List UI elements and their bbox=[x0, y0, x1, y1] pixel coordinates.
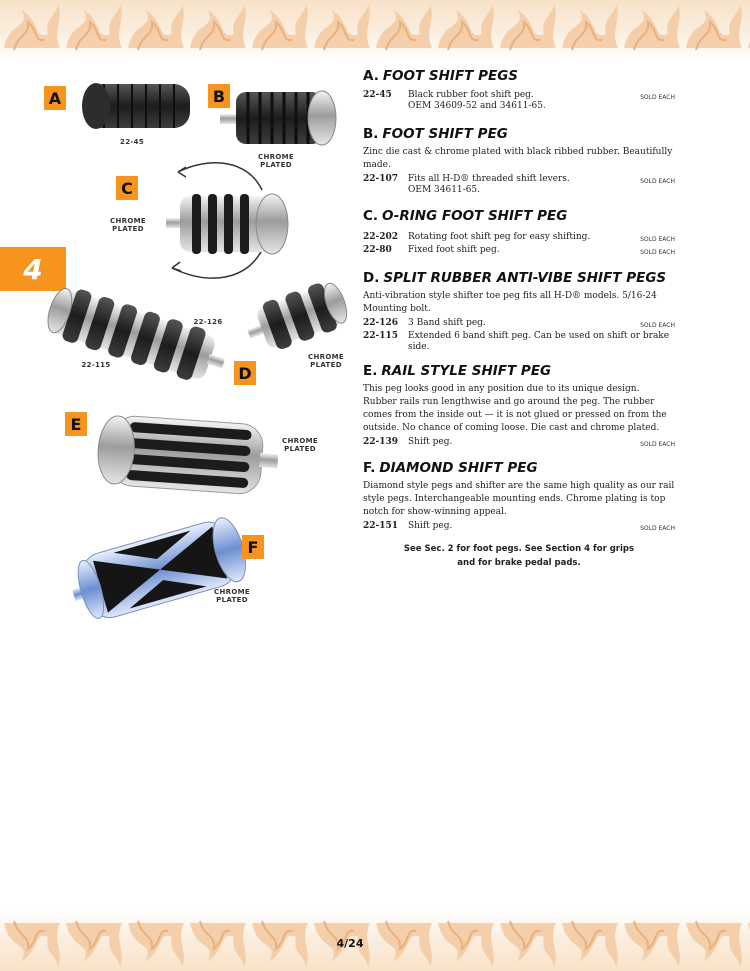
image-label-a: A bbox=[44, 86, 66, 110]
caption-chrome-plated-d: CHROME PLATED bbox=[308, 353, 344, 369]
footer-note-line1: See Sec. 2 for foot pegs. See Section 4 for grips bbox=[403, 544, 635, 554]
product-illustrations bbox=[0, 60, 360, 630]
sold-each: SOLD EACH bbox=[640, 441, 675, 448]
flame-pattern-top bbox=[0, 0, 750, 60]
section-d-letter: D. bbox=[363, 270, 380, 286]
item-row bbox=[363, 318, 675, 331]
section-c-letter: C. bbox=[363, 208, 379, 224]
part-number: 22-115 bbox=[363, 331, 399, 341]
item-row bbox=[363, 437, 675, 450]
section-a-letter: A. bbox=[363, 68, 379, 84]
section-f-heading bbox=[363, 460, 675, 476]
section-f-description: Diamond style pegs and shifter are the same high quality as our rail style pegs. Interchangeable mounting ends. Chrome plating is top notch for show-winning appeal. bbox=[363, 481, 675, 517]
peg-e-image bbox=[96, 414, 280, 496]
image-label-b: B bbox=[208, 84, 230, 108]
caption-chrome-plated-b: CHROME PLATED bbox=[258, 153, 294, 169]
section-f-title: DIAMOND SHIFT PEG bbox=[379, 460, 538, 476]
part-number: 22-151 bbox=[363, 521, 399, 531]
peg-d-long-image bbox=[42, 282, 232, 390]
section-c-heading bbox=[363, 208, 675, 224]
sold-each: SOLD EACH bbox=[640, 178, 675, 185]
item-text: Fits all H-D® threaded shift levers. OEM 34611-65. bbox=[408, 174, 570, 195]
part-number: 22-126 bbox=[363, 318, 399, 328]
section-d bbox=[363, 270, 675, 353]
section-a-heading bbox=[363, 68, 675, 84]
caption-22-115: 22-115 bbox=[81, 361, 111, 369]
item-text: Fixed foot shift peg. bbox=[408, 245, 500, 255]
section-d-heading bbox=[363, 270, 675, 286]
section-c bbox=[363, 208, 675, 258]
item-row bbox=[363, 90, 675, 112]
product-descriptions bbox=[363, 68, 675, 570]
caption-22-126: 22-126 bbox=[193, 318, 223, 326]
section-e bbox=[363, 363, 675, 450]
section-d-description: Anti-vibration style shifter toe peg fits all H-D® models. 5/16-24 Mounting bolt. bbox=[363, 291, 657, 314]
caption-chrome-plated-f: CHROME PLATED bbox=[214, 588, 250, 604]
footer-note-line2: and for brake pedal pads. bbox=[457, 558, 581, 568]
image-label-d: D bbox=[234, 361, 256, 385]
sold-each: SOLD EACH bbox=[640, 322, 675, 329]
peg-a-image bbox=[82, 83, 190, 129]
section-e-description: This peg looks good in any position due to its unique design. Rubber rails run lengthwise and go around the peg. The rubber comes from the inside out — it is not glued or pressed on from the outside. No chance of coming loose. Die cast and chrome plated. bbox=[363, 384, 667, 433]
sold-each: SOLD EACH bbox=[640, 249, 675, 256]
section-e-title: RAIL STYLE SHIFT PEG bbox=[381, 363, 552, 379]
item-row bbox=[363, 245, 675, 258]
item-text: 3 Band shift peg. bbox=[408, 318, 486, 328]
section-b-heading bbox=[363, 126, 675, 142]
part-number: 22-80 bbox=[363, 245, 392, 255]
peg-b-image bbox=[220, 91, 336, 145]
section-a-title: FOOT SHIFT PEGS bbox=[382, 68, 519, 84]
item-text: Extended 6 band shift peg. Can be used on shift or brake side. bbox=[408, 331, 670, 352]
peg-f-image bbox=[64, 514, 251, 626]
item-row bbox=[363, 174, 675, 196]
page-number: 4/24 bbox=[336, 937, 364, 950]
footer-note bbox=[363, 542, 675, 570]
item-text: Rotating foot shift peg for easy shifting. bbox=[408, 232, 591, 242]
part-number: 22-202 bbox=[363, 232, 399, 242]
section-e-letter: E. bbox=[363, 363, 378, 379]
image-label-c: C bbox=[116, 176, 138, 200]
caption-chrome-plated-e: CHROME PLATED bbox=[282, 437, 318, 453]
item-row bbox=[363, 232, 675, 245]
image-label-f: F bbox=[242, 535, 264, 559]
part-number: 22-107 bbox=[363, 174, 399, 184]
section-c-title: O-RING FOOT SHIFT PEG bbox=[382, 208, 568, 224]
caption-chrome-plated-c: CHROME PLATED bbox=[110, 217, 146, 233]
section-f-letter: F. bbox=[363, 460, 376, 476]
peg-d-short-image bbox=[241, 277, 353, 359]
peg-c-image bbox=[166, 163, 288, 278]
part-number: 22-45 bbox=[363, 90, 392, 100]
section-number: 4 bbox=[23, 252, 43, 286]
item-text: Shift peg. bbox=[408, 437, 453, 447]
sold-each: SOLD EACH bbox=[640, 236, 675, 243]
caption-22-45: 22-45 bbox=[120, 138, 144, 146]
item-text: Shift peg. bbox=[408, 521, 453, 531]
section-f bbox=[363, 460, 675, 534]
item-row bbox=[363, 521, 675, 534]
item-text: Black rubber foot shift peg. OEM 34609-52 and 34611-65. bbox=[408, 90, 546, 111]
section-b bbox=[363, 126, 675, 196]
section-b-title: FOOT SHIFT PEG bbox=[382, 126, 508, 142]
section-d-title: SPLIT RUBBER ANTI-VIBE SHIFT PEGS bbox=[383, 270, 667, 286]
sold-each: SOLD EACH bbox=[640, 94, 675, 101]
image-label-e: E bbox=[65, 412, 87, 436]
section-b-description: Zinc die cast & chrome plated with black ribbed rubber. Beautifully made. bbox=[363, 147, 673, 170]
section-e-heading bbox=[363, 363, 675, 379]
section-a bbox=[363, 68, 675, 112]
part-number: 22-139 bbox=[363, 437, 399, 447]
flame-border-top bbox=[0, 0, 750, 60]
sold-each: SOLD EACH bbox=[640, 525, 675, 532]
item-row bbox=[363, 331, 675, 353]
section-b-letter: B. bbox=[363, 126, 379, 142]
